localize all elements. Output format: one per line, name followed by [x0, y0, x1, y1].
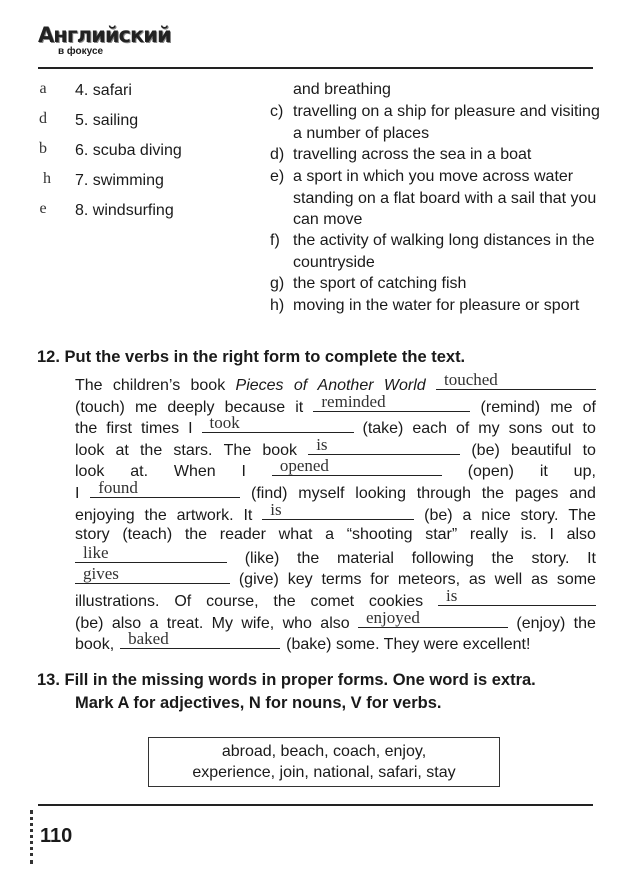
text-line	[75, 456, 596, 481]
text-line	[75, 629, 596, 654]
definition-item	[270, 79, 600, 101]
word: material	[336, 549, 394, 567]
definition-item	[270, 101, 600, 144]
word: deeply	[167, 398, 215, 416]
word: sons	[508, 420, 543, 438]
word: World	[383, 377, 426, 394]
word: wife,	[241, 614, 275, 632]
word: “shooting	[346, 526, 413, 544]
word: Pieces	[235, 377, 284, 394]
word: (be)	[471, 441, 500, 459]
word: the	[273, 592, 296, 610]
word: also	[111, 614, 142, 632]
word: also	[320, 614, 350, 632]
word: (take)	[362, 420, 404, 438]
word-box	[148, 737, 500, 787]
word: a	[325, 526, 335, 544]
word: as	[531, 571, 548, 589]
word: me	[550, 398, 573, 416]
handwritten-answer: is	[270, 499, 282, 519]
definition-text: the activity of walking long distances in the countryside	[293, 232, 595, 271]
word: course,	[206, 592, 259, 610]
word: the	[184, 526, 208, 544]
matching-item: 4. safari	[75, 82, 132, 99]
answer-key: a	[39, 80, 47, 97]
word: The	[223, 441, 252, 459]
header-rule	[38, 67, 593, 69]
word: beautiful	[510, 441, 572, 459]
answer-blank[interactable]	[438, 585, 596, 606]
handwritten-answer: took	[209, 413, 240, 433]
definition-item	[270, 144, 600, 166]
word: look	[75, 463, 105, 481]
handwritten-answer: is	[445, 585, 458, 605]
footer-rule	[38, 804, 593, 806]
word: (open)	[467, 463, 514, 481]
definition-text: travelling across the sea in a boat	[293, 146, 532, 163]
word: looking	[355, 484, 406, 502]
word: first	[106, 420, 132, 438]
word: also	[566, 526, 596, 544]
word: story.	[531, 549, 570, 567]
handwritten-answer: is	[316, 434, 328, 454]
text-line	[75, 499, 596, 525]
word: When	[173, 463, 216, 481]
exercise-13-title-line1: 13. Fill in the missing words in proper forms. One word is extra.	[37, 671, 536, 689]
word: The	[568, 506, 596, 524]
word: story.	[520, 506, 559, 524]
definition-item	[270, 166, 600, 231]
logo-main: Английский	[38, 23, 171, 47]
word: and	[569, 484, 596, 502]
word: of	[456, 420, 470, 438]
definition-text: moving in the water for pleasure or sport	[293, 297, 580, 314]
word: It	[243, 506, 253, 524]
word: star”	[425, 526, 458, 544]
word: times	[140, 420, 180, 438]
definition-item	[270, 273, 600, 295]
answer-key: h	[43, 170, 51, 187]
word: the	[75, 420, 98, 438]
word: I	[188, 420, 193, 438]
answer-blank[interactable]	[262, 499, 414, 520]
logo	[38, 24, 171, 57]
word: treat.	[166, 614, 204, 632]
word: My	[211, 614, 233, 632]
exercise-12-title: 12. Put the verbs in the right form to complete the text.	[37, 348, 466, 366]
text-segment: book,	[75, 636, 115, 654]
logo-sub: в фокусе	[58, 46, 104, 57]
word: a	[462, 506, 472, 524]
word: the	[144, 506, 167, 524]
word: to	[582, 441, 596, 459]
word: of	[293, 377, 308, 394]
text-line	[75, 434, 596, 460]
text-segment: (bake) some. They were excellent!	[286, 636, 531, 654]
answer-blank[interactable]	[436, 370, 596, 390]
word: is.	[520, 526, 537, 544]
word: my	[478, 420, 500, 438]
word-box-line2: experience, join, national, safari, stay	[192, 764, 456, 781]
word: key	[287, 571, 313, 589]
word: Of	[174, 592, 192, 610]
definition-text: a sport in which you move across water standing on a flat board with a sail that you can move	[293, 168, 597, 228]
word: stars.	[173, 441, 213, 459]
dotted-margin	[30, 810, 33, 864]
definition-text: the sport of catching fish	[293, 275, 467, 292]
word: really	[469, 526, 509, 544]
definition-letter	[270, 79, 293, 101]
exercise-13-title-line2: Mark A for adjectives, N for nouns, V for verbs.	[75, 694, 442, 712]
word: (give)	[238, 571, 279, 589]
word: out	[551, 420, 574, 438]
word: each	[412, 420, 448, 438]
text-line	[75, 585, 596, 611]
definition-letter: h)	[270, 297, 285, 314]
handwritten-answer: like	[83, 542, 109, 562]
word: at.	[130, 463, 149, 481]
word: I	[241, 463, 246, 481]
answer-blank[interactable]	[120, 629, 280, 649]
word: the	[481, 484, 505, 502]
definition-letter: g)	[270, 275, 285, 292]
matching-item: 8. windsurfing	[75, 202, 174, 219]
word: it	[539, 463, 548, 481]
word: It	[587, 549, 596, 567]
word: to	[582, 420, 596, 438]
word: (remind)	[480, 398, 541, 416]
word: The	[75, 377, 103, 394]
handwritten-answer: enjoyed	[366, 607, 420, 627]
handwritten-answer: found	[98, 477, 138, 497]
word: I	[549, 526, 554, 544]
word: book	[190, 377, 226, 394]
word: at	[115, 441, 129, 459]
word: children’s	[112, 377, 181, 394]
answer-key: e	[39, 200, 47, 217]
answer-blank[interactable]	[313, 391, 470, 412]
text-line	[75, 391, 596, 417]
word-box-line1: abroad, beach, coach, enjoy,	[221, 743, 427, 760]
word: (find)	[251, 484, 288, 502]
word: (like)	[244, 549, 280, 567]
handwritten-answer: baked	[128, 629, 169, 649]
word: a	[149, 614, 159, 632]
definition-item	[270, 295, 600, 317]
matching-item: 7. swimming	[75, 172, 164, 189]
word: who	[282, 614, 312, 632]
word: artwork.	[176, 506, 234, 524]
definition-letter: e)	[270, 168, 285, 185]
word: illustrations.	[75, 592, 160, 610]
answer-key: b	[39, 140, 47, 157]
answer-blank[interactable]	[75, 542, 227, 563]
text-line	[75, 564, 596, 589]
word: up,	[573, 463, 596, 481]
text-line	[75, 524, 596, 546]
answer-blank[interactable]	[308, 434, 460, 455]
answer-key: d	[39, 110, 47, 127]
word: I	[75, 484, 80, 502]
word: the	[139, 441, 163, 459]
definition-letter: f)	[270, 232, 280, 249]
word: because	[224, 398, 286, 416]
word: book	[262, 441, 298, 459]
word: look	[75, 441, 105, 459]
word: the	[573, 614, 596, 632]
word: some	[556, 571, 596, 589]
definition-letter: c)	[270, 103, 284, 120]
exercise-12-text	[75, 370, 596, 654]
answer-blank[interactable]	[202, 413, 354, 433]
word: through	[416, 484, 472, 502]
definition-item	[270, 230, 600, 273]
handwritten-answer: touched	[443, 370, 498, 389]
word: me	[134, 398, 158, 416]
answer-blank[interactable]	[272, 456, 442, 476]
word: it	[295, 398, 304, 416]
word: comet	[310, 592, 355, 610]
definition-text: and breathing	[293, 81, 391, 98]
word: nice	[481, 506, 511, 524]
word: pages	[514, 484, 559, 502]
word: (touch)	[75, 398, 125, 416]
word: Another	[317, 377, 374, 394]
text-line	[75, 477, 596, 503]
answer-blank[interactable]	[75, 564, 230, 584]
word: well	[494, 571, 523, 589]
word: as	[468, 571, 486, 589]
word: terms	[321, 571, 362, 589]
word: (be)	[75, 614, 104, 632]
word: story	[75, 526, 110, 544]
handwritten-answer: reminded	[321, 391, 386, 411]
text-line	[75, 542, 596, 568]
word: myself	[298, 484, 345, 502]
word: following	[411, 549, 474, 567]
word: (teach)	[122, 526, 173, 544]
word: what	[278, 526, 313, 544]
answer-blank[interactable]	[90, 477, 240, 498]
word: for	[370, 571, 389, 589]
answer-blank[interactable]	[358, 607, 508, 628]
page-number: 110	[40, 825, 73, 847]
word: reader	[219, 526, 266, 544]
handwritten-answer: gives	[83, 564, 119, 584]
definition-letter: d)	[270, 146, 285, 163]
word: cookies	[368, 592, 424, 610]
word: (be)	[424, 506, 453, 524]
matching-item: 5. sailing	[75, 112, 139, 129]
word: the	[297, 549, 320, 567]
matching-item: 6. scuba diving	[75, 142, 182, 159]
handwritten-answer: opened	[279, 456, 329, 476]
word: of	[582, 398, 596, 416]
word: the	[491, 549, 514, 567]
word: enjoying	[75, 506, 135, 524]
text-line	[75, 413, 596, 438]
word: (enjoy)	[516, 614, 566, 632]
definition-text: travelling on a ship for pleasure and visiting a number of places	[293, 103, 600, 142]
word: meteors,	[397, 571, 461, 589]
